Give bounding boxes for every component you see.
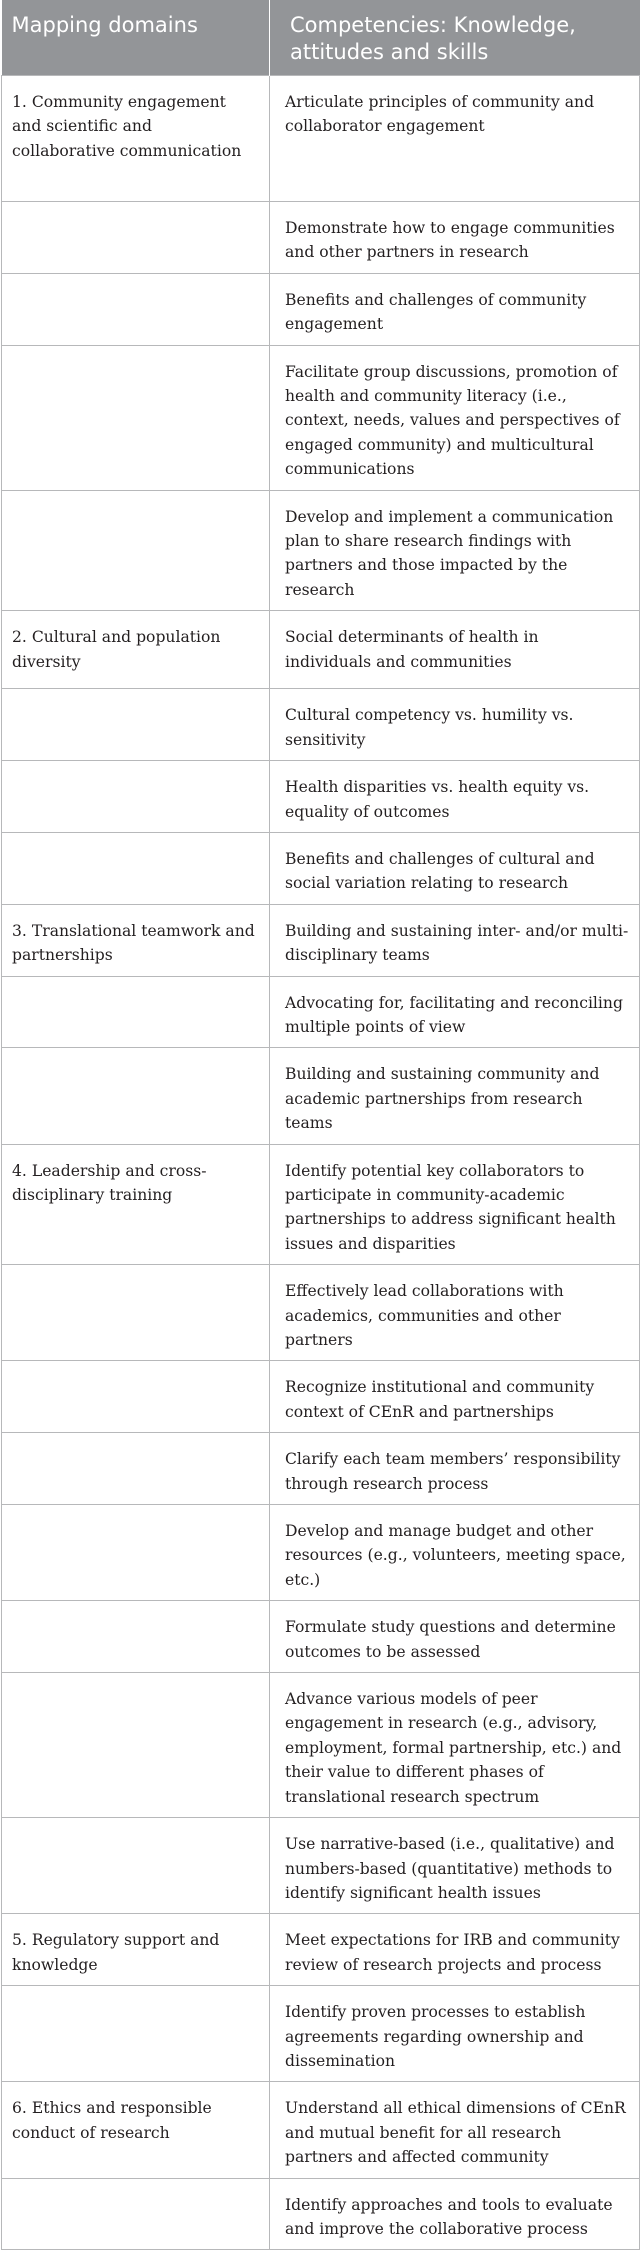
mapping-domain-cell	[2, 761, 270, 833]
competency-cell: Building and sustaining community and academic partnerships from research teams	[270, 1048, 640, 1144]
table-row	[2, 202, 640, 274]
table-row	[2, 76, 640, 202]
competency-cell: Benefits and challenges of community engagement	[270, 273, 640, 345]
mapping-domain-cell	[2, 1673, 270, 1818]
table-row	[2, 1433, 640, 1505]
table-row	[2, 761, 640, 833]
mapping-domain-cell: 1. Community engagement and scientific and collaborative communication	[2, 76, 270, 202]
table-row	[2, 832, 640, 904]
table-row	[2, 1818, 640, 1914]
table-row	[2, 1505, 640, 1601]
mapping-domain-cell	[2, 273, 270, 345]
table-body	[2, 76, 640, 2250]
mapping-domain-cell	[2, 1433, 270, 1505]
table-row	[2, 345, 640, 490]
competency-cell: Meet expectations for IRB and community review of research projects and process	[270, 1914, 640, 1986]
competency-cell: Demonstrate how to engage communities and other partners in research	[270, 202, 640, 274]
table-row	[2, 1361, 640, 1433]
mapping-domain-cell	[2, 202, 270, 274]
mapping-domain-cell	[2, 1505, 270, 1601]
header-mapping-domains: Mapping domains	[2, 0, 270, 76]
competency-cell: Develop and manage budget and other resources (e.g., volunteers, meeting space, etc.)	[270, 1505, 640, 1601]
competency-cell: Recognize institutional and community context of CEnR and partnerships	[270, 1361, 640, 1433]
mapping-domain-cell	[2, 689, 270, 761]
competency-cell: Social determinants of health in individuals and communities	[270, 611, 640, 689]
mapping-domain-cell	[2, 976, 270, 1048]
mapping-domain-cell	[2, 490, 270, 611]
table-row	[2, 1144, 640, 1265]
mapping-domain-cell	[2, 2178, 270, 2250]
competency-cell: Develop and implement a communication plan to share research findings with partners and those impacted by the research	[270, 490, 640, 611]
table-row	[2, 1986, 640, 2082]
table-row	[2, 904, 640, 976]
competency-cell: Articulate principles of community and collaborator engagement	[270, 76, 640, 202]
table-row	[2, 1601, 640, 1673]
mapping-domain-cell	[2, 345, 270, 490]
competency-cell: Health disparities vs. health equity vs. equality of outcomes	[270, 761, 640, 833]
competency-cell: Use narrative-based (i.e., qualitative) and numbers-based (quantitative) methods to identify significant health issues	[270, 1818, 640, 1914]
competency-cell: Building and sustaining inter- and/or multi-disciplinary teams	[270, 904, 640, 976]
mapping-domain-cell: 6. Ethics and responsible conduct of research	[2, 2082, 270, 2178]
competency-table	[1, 0, 640, 2250]
mapping-domain-cell	[2, 1986, 270, 2082]
competency-cell: Effectively lead collaborations with academics, communities and other partners	[270, 1265, 640, 1361]
table-row	[2, 1914, 640, 1986]
competency-cell: Identify approaches and tools to evaluate and improve the collaborative process	[270, 2178, 640, 2250]
competency-cell: Identify proven processes to establish agreements regarding ownership and dissemination	[270, 1986, 640, 2082]
table-row	[2, 689, 640, 761]
table-row	[2, 1673, 640, 1818]
mapping-domain-cell: 3. Translational teamwork and partnerships	[2, 904, 270, 976]
mapping-domain-cell	[2, 1818, 270, 1914]
table-row	[2, 2082, 640, 2178]
table-row	[2, 1048, 640, 1144]
mapping-domain-cell	[2, 1265, 270, 1361]
mapping-domain-cell	[2, 1601, 270, 1673]
table-row	[2, 490, 640, 611]
competency-cell: Advocating for, facilitating and reconciling multiple points of view	[270, 976, 640, 1048]
table-row	[2, 611, 640, 689]
competency-cell: Advance various models of peer engagement in research (e.g., advisory, employment, formal partnership, etc.) and their value to different phases of translational research spectrum	[270, 1673, 640, 1818]
competency-cell: Clarify each team members’ responsibility through research process	[270, 1433, 640, 1505]
mapping-domain-cell	[2, 1361, 270, 1433]
mapping-domain-cell: 4. Leadership and cross-disciplinary training	[2, 1144, 270, 1265]
competency-cell: Benefits and challenges of cultural and social variation relating to research	[270, 832, 640, 904]
competency-cell: Facilitate group discussions, promotion of health and community literacy (i.e., context, needs, values and perspectives of engaged community) and multicultural communications	[270, 345, 640, 490]
header-competencies: Competencies: Knowledge, attitudes and skills	[270, 0, 640, 76]
mapping-domain-cell: 5. Regulatory support and knowledge	[2, 1914, 270, 1986]
competency-cell: Cultural competency vs. humility vs. sensitivity	[270, 689, 640, 761]
mapping-domain-cell	[2, 832, 270, 904]
header-row	[2, 0, 640, 76]
competency-cell: Formulate study questions and determine outcomes to be assessed	[270, 1601, 640, 1673]
competency-cell: Identify potential key collaborators to participate in community-academic partnerships to address significant health issues and disparities	[270, 1144, 640, 1265]
table-row	[2, 1265, 640, 1361]
table-row	[2, 273, 640, 345]
table-row	[2, 2178, 640, 2250]
table-row	[2, 976, 640, 1048]
mapping-domain-cell: 2. Cultural and population diversity	[2, 611, 270, 689]
competency-cell: Understand all ethical dimensions of CEnR and mutual benefit for all research partners and affected community	[270, 2082, 640, 2178]
mapping-domain-cell	[2, 1048, 270, 1144]
